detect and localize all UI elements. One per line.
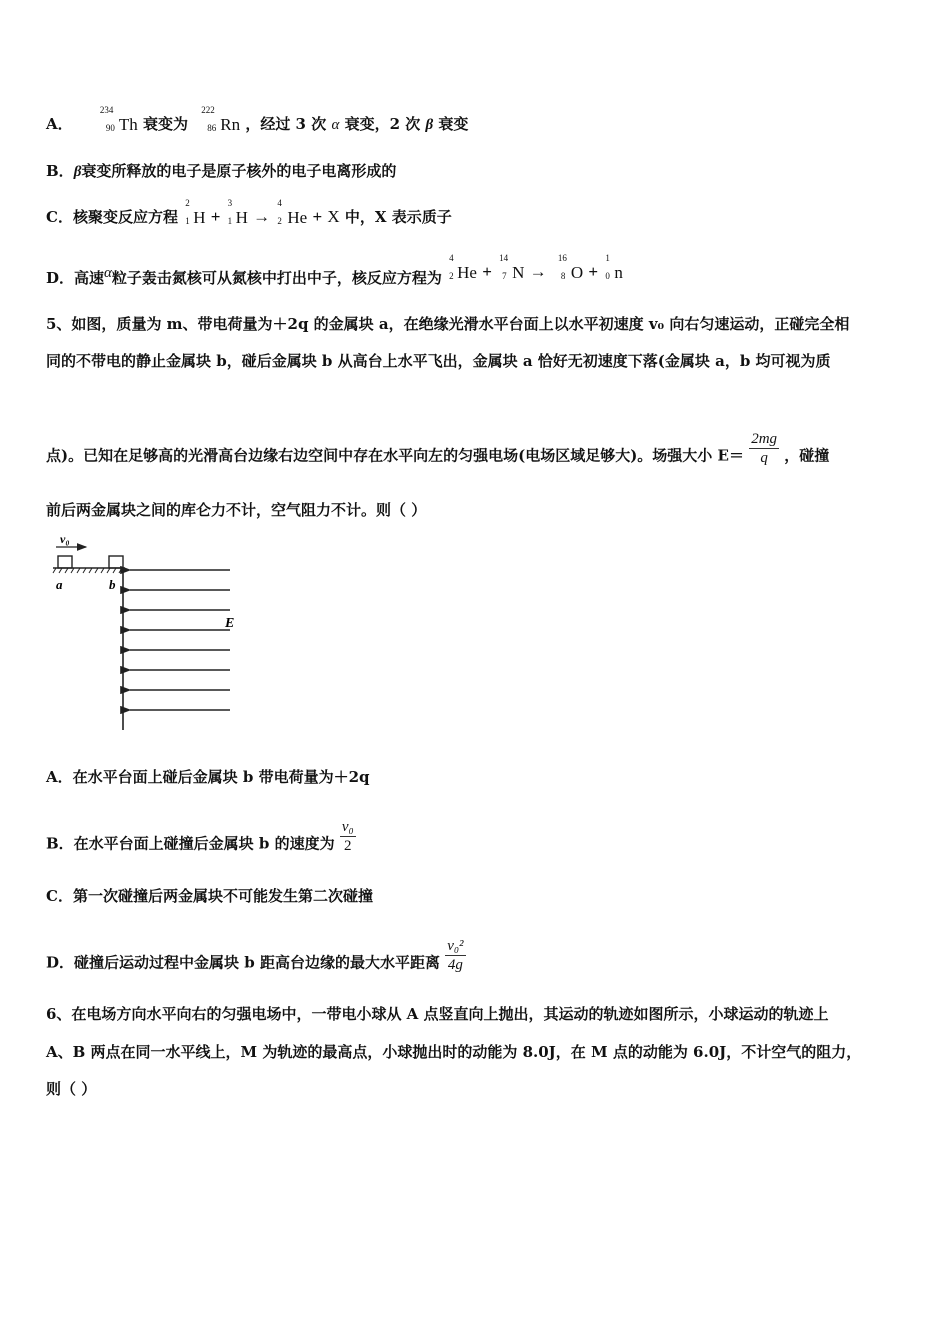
q4-option-d[interactable] xyxy=(46,253,623,289)
velocity-fraction xyxy=(340,818,356,855)
mass-number: 222 xyxy=(201,105,215,115)
label-a: a xyxy=(56,577,63,592)
text: ，碰撞 xyxy=(784,446,830,465)
atomic-number: 0 xyxy=(605,271,610,281)
q5-stem-line-4: 前后两金属块之间的库仑力不计，空气阻力不计。则（ ） xyxy=(46,501,427,519)
helium xyxy=(449,253,477,283)
label-E: E xyxy=(225,616,235,631)
text: ，经过 3 次 xyxy=(245,115,327,133)
fraction-numerator: v₀² xyxy=(447,938,464,954)
mass-number: 1 xyxy=(605,253,610,263)
q5-option-d[interactable] xyxy=(46,938,466,982)
block-b xyxy=(109,556,123,568)
atomic-number: 1 xyxy=(185,216,190,226)
q6-stem-line-2: A、B 两点在同一水平线上，M 为轨迹的最高点，小球抛出时的动能为 8.0J，在 M 点的动能为 6.0J，不计空气的阻力， xyxy=(46,1043,862,1061)
tritium xyxy=(227,198,248,228)
text: 粒子轰击氮核可从氮核中打出中子，核反应方程为 xyxy=(111,269,442,287)
text: 中，X 表示质子 xyxy=(344,208,452,226)
atomic-number: 2 xyxy=(277,216,282,226)
fraction-numerator: v₀ xyxy=(341,819,354,835)
alpha-symbol: α xyxy=(331,117,340,133)
mass-number: 3 xyxy=(227,198,233,208)
q6-stem-line-1: 6、在电场方向水平向右的匀强电场中，一带电小球从 A 点竖直向上抛出，其运动的轨迹如图所示，小球运动的轨迹上 xyxy=(46,1005,829,1023)
atomic-number: 8 xyxy=(560,271,566,281)
fraction-denominator: 4g xyxy=(447,957,463,973)
element-symbol: Rn xyxy=(220,115,241,134)
mass-number: 2 xyxy=(185,198,190,208)
text: 衰变所释放的电子是原子核外的电子电离形成的 xyxy=(81,162,397,180)
field-lines xyxy=(130,570,230,710)
oxygen xyxy=(557,253,584,283)
text: 衰变，2 次 xyxy=(344,115,421,133)
label-b: b xyxy=(109,577,116,592)
atomic-number: 86 xyxy=(207,123,217,133)
text: D．碰撞后运动过程中金属块 b 距高台边缘的最大水平距离 xyxy=(46,953,440,972)
q6-stem-line-3: 则（ ） xyxy=(46,1080,97,1098)
mass-number: 16 xyxy=(557,253,567,263)
element-symbol: He xyxy=(287,208,308,227)
q5-stem-line-2: 同的不带电的静止金属块 b，碰后金属块 b 从高台上水平飞出，金属块 a 恰好无初速度下落(金属块 a，b 均可视为质 xyxy=(46,352,831,370)
plus-sign: + xyxy=(312,207,323,226)
beta-symbol: β xyxy=(425,117,434,133)
q5-option-c[interactable]: C．第一次碰撞后两金属块不可能发生第二次碰撞 xyxy=(46,887,373,905)
q5-stem-line-1: 5、如图，质量为 m、带电荷量为＋2q 的金属块 a，在绝缘光滑水平台面上以水平初速度 v₀ 向右匀速运动，正碰完全相 xyxy=(46,315,850,333)
text: B．在水平台面上碰撞后金属块 b 的速度为 xyxy=(46,834,335,853)
atomic-number: 90 xyxy=(105,123,115,133)
mass-number: 14 xyxy=(499,253,509,263)
option-label: C．核聚变反应方程 xyxy=(46,208,178,226)
q4-option-c[interactable] xyxy=(46,198,452,228)
nitrogen xyxy=(499,253,525,283)
q4-option-a[interactable] xyxy=(46,105,469,135)
q5-figure xyxy=(48,530,248,735)
element-symbol: Th xyxy=(118,115,138,134)
radon-isotope xyxy=(201,105,241,135)
field-fraction xyxy=(749,430,779,467)
plus-sign: + xyxy=(210,207,221,226)
text: 衰变为 xyxy=(143,115,189,133)
plus-sign: + xyxy=(482,262,492,281)
arrow-icon: → xyxy=(253,207,271,226)
particle-x: X xyxy=(327,207,340,226)
fraction-numerator: 2mg xyxy=(751,431,778,447)
q5-option-a[interactable]: A．在水平台面上碰后金属块 b 带电荷量为＋2q xyxy=(46,768,370,786)
element-symbol: O xyxy=(570,263,584,282)
text: 衰变 xyxy=(438,115,469,133)
atomic-number: 1 xyxy=(227,216,233,226)
option-label: D．高速 xyxy=(46,269,105,287)
element-symbol: n xyxy=(614,263,623,282)
plus-sign: + xyxy=(588,262,599,281)
q5-option-b[interactable] xyxy=(46,819,356,863)
mass-number: 4 xyxy=(277,198,282,208)
atomic-number: 2 xyxy=(449,271,454,281)
deuterium xyxy=(185,198,206,228)
block-a xyxy=(58,556,72,568)
mass-number: 234 xyxy=(99,105,114,115)
mass-number: 4 xyxy=(449,253,454,263)
text: 点)。已知在足够高的光滑高台边缘右边空间中存在水平向左的匀强电场(电场区域足够大)。场强大小 E＝ xyxy=(46,446,744,465)
element-symbol: H xyxy=(193,208,206,227)
beta-symbol: β xyxy=(73,164,82,180)
neutron xyxy=(605,253,623,283)
fraction-denominator: 2 xyxy=(344,838,352,854)
element-symbol: H xyxy=(235,208,248,227)
atomic-number: 7 xyxy=(502,271,507,281)
helium xyxy=(277,198,308,228)
fraction-denominator: q xyxy=(760,450,768,466)
q5-stem-line-3 xyxy=(46,431,830,475)
element-symbol: He xyxy=(457,263,477,282)
distance-fraction xyxy=(445,937,465,974)
element-symbol: N xyxy=(512,263,525,282)
arrow-icon: → xyxy=(529,262,547,281)
option-label: B． xyxy=(46,162,74,180)
thorium-isotope xyxy=(99,105,138,135)
v0-label: v₀ xyxy=(60,532,70,546)
alpha-symbol: α xyxy=(104,265,112,281)
q4-option-b[interactable] xyxy=(46,161,396,182)
option-label: A． xyxy=(46,115,73,133)
